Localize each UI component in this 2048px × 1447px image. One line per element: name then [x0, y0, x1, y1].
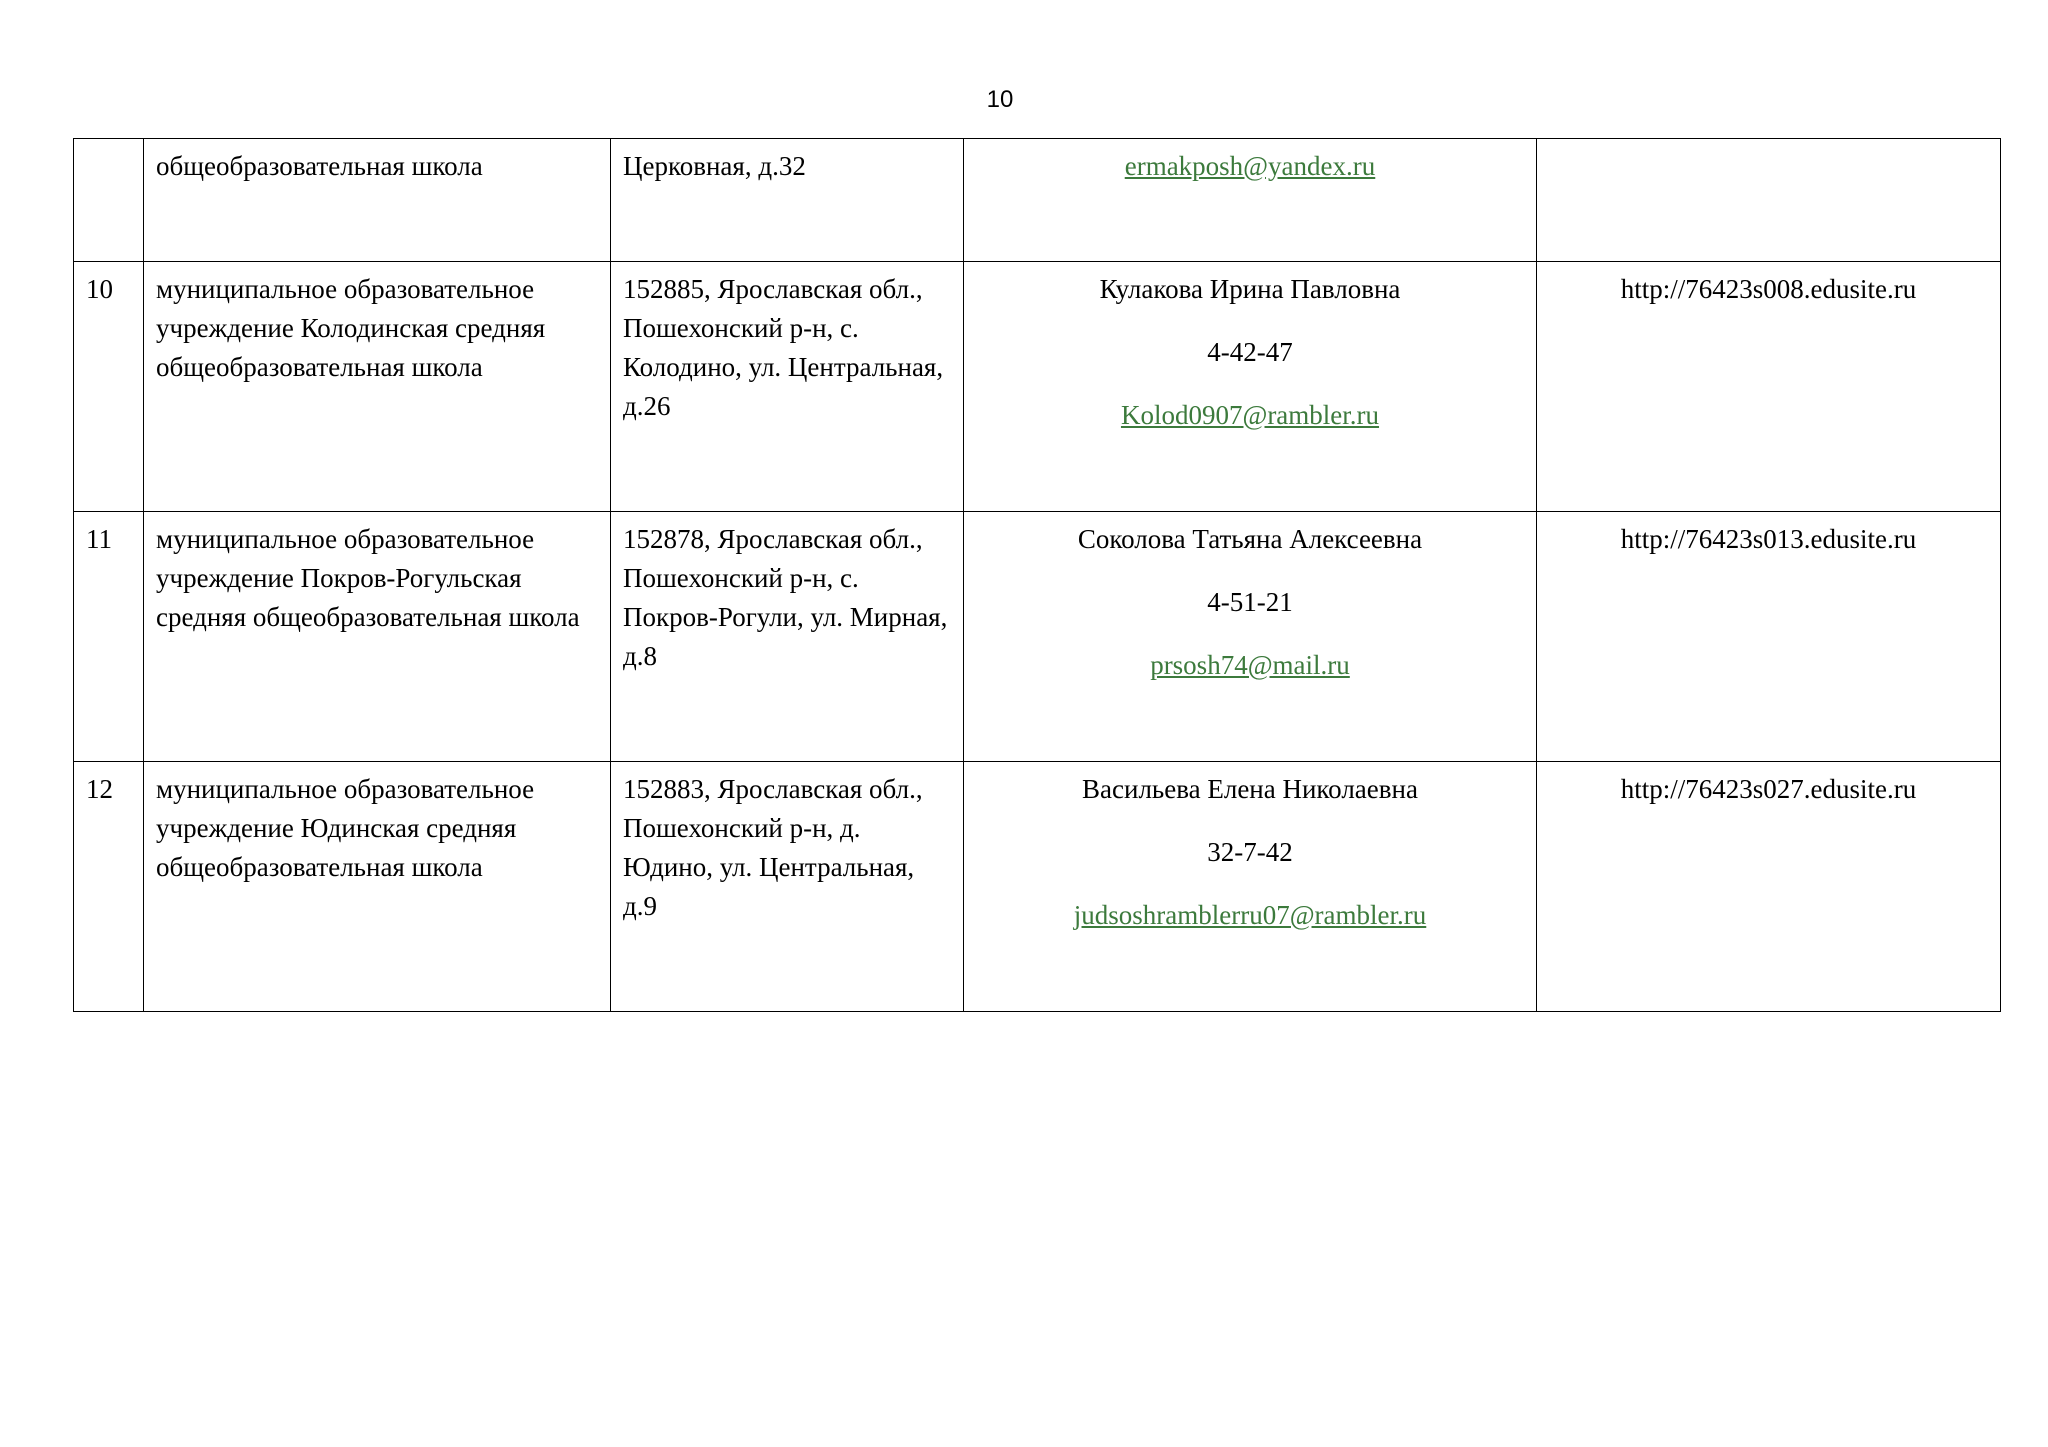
address-cell: 152878, Ярославская обл., Пошехонский р-н, с. Покров-Рогули, ул. Мирная, д.8	[611, 512, 964, 762]
phone-number: 32-7-42	[1207, 837, 1293, 867]
director-contact-cell	[964, 262, 1537, 512]
website-cell: http://76423s008.edusite.ru	[1537, 262, 2001, 512]
table-row	[74, 262, 2001, 512]
schools-table	[73, 138, 2001, 1012]
row-number-cell: 10	[74, 262, 144, 512]
address-cell: 152883, Ярославская обл., Пошехонский р-н, д. Юдино, ул. Центральная, д.9	[611, 762, 964, 1012]
table-row	[74, 512, 2001, 762]
director-contact-cell	[964, 762, 1537, 1012]
phone-number: 4-51-21	[1207, 587, 1293, 617]
director-name: Васильева Елена Николаевна	[1082, 774, 1418, 804]
director-name: Соколова Татьяна Алексеевна	[1077, 524, 1423, 554]
school-name-cell: муниципальное образовательное учреждение Покров-Рогульская средняя общеобразовательная школа	[144, 512, 611, 762]
row-number-cell	[74, 139, 144, 262]
table-row-continuation	[74, 139, 2001, 262]
address-cell: Церковная, д.32	[611, 139, 964, 262]
table-row	[74, 762, 2001, 1012]
email-link[interactable]: ermakposh@yandex.ru	[1124, 151, 1376, 181]
school-name-cell: муниципальное образовательное учреждение Колодинская средняя общеобразовательная школа	[144, 262, 611, 512]
school-name-cell: общеобразовательная школа	[144, 139, 611, 262]
director-contact-cell	[964, 139, 1537, 262]
school-name-cell: муниципальное образовательное учреждение Юдинская средняя общеобразовательная школа	[144, 762, 611, 1012]
address-cell: 152885, Ярославская обл., Пошехонский р-н, с. Колодино, ул. Центральная, д.26	[611, 262, 964, 512]
director-contact-cell	[964, 512, 1537, 762]
website-cell	[1537, 139, 2001, 262]
row-number-cell: 12	[74, 762, 144, 1012]
email-link[interactable]: prsosh74@mail.ru	[1150, 650, 1350, 680]
page-number: 10	[986, 86, 1014, 113]
website-cell: http://76423s027.edusite.ru	[1537, 762, 2001, 1012]
email-link[interactable]: Kolod0907@rambler.ru	[1120, 400, 1380, 430]
email-link[interactable]: judsoshramblerru07@rambler.ru	[1073, 900, 1427, 930]
phone-number: 4-42-47	[1207, 337, 1293, 367]
website-cell: http://76423s013.edusite.ru	[1537, 512, 2001, 762]
row-number-cell: 11	[74, 512, 144, 762]
director-name: Кулакова Ирина Павловна	[1099, 274, 1401, 304]
